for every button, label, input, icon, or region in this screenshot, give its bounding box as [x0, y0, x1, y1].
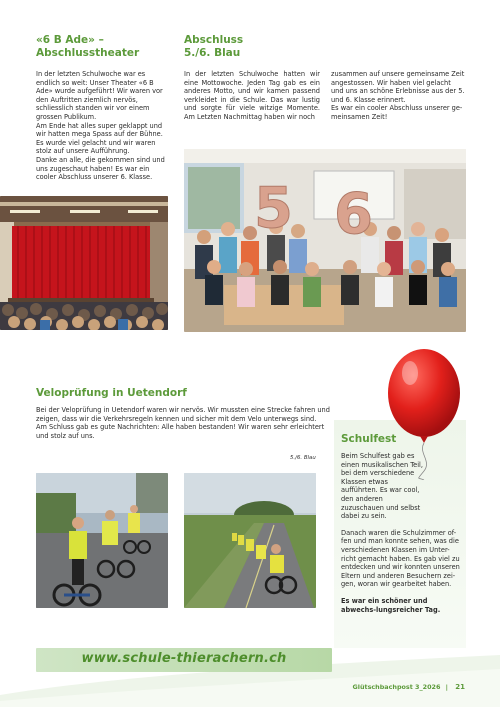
velo-text	[36, 406, 332, 440]
class-photo-illustration	[184, 149, 466, 332]
website-banner	[36, 648, 332, 672]
abschluss-text-col1: In der letzten Schulwoche hatten wir eine Mottowoche. Jeden Tag gab es ein anderes Motto, und wir kamen passend verkleidet in die Schule. Das war lustig und sorgte für viele witzige Momente. Am Letzten Nachmittag haben wir noch	[184, 70, 320, 121]
theater-paragraph-3: Danke an alle, die gekommen sind und uns zugeschaut haben! Es war ein cooler Abschluss unserer 6. Klasse.	[36, 155, 165, 182]
theater-heading-line2: Abschlusstheater	[36, 47, 140, 59]
abschluss-heading-line1: Abschluss	[184, 34, 244, 46]
velo-paragraph-1: Bei der Veloprüfung in Uetendorf waren wir nervös. Wir mussten eine Strecke fahren und zeigen, dass wir die Verkehrsregeln kennen und sicher mit dem Velo unterwegs sind.	[36, 406, 330, 423]
velo-photo-1-illustration	[36, 473, 168, 608]
abschluss-text-col2-a: zusammen auf unsere gemeinsame Zeit angestossen. Wir haben viel gelacht und uns an schöne Erlebnisse aus der 5. und 6. Klasse erinnert.	[331, 70, 465, 104]
schulfest-heading: Schulfest	[341, 433, 397, 445]
velo-signature: 5./6. Blau	[290, 455, 316, 461]
schulfest-paragraph-1: Beim Schulfest gab es einen musikalischen Teil, bei dem verschiedene Klassen etwas aufführten. Es war cool, den anderen zuzuschauen und selbst dabei zu sein.	[341, 452, 423, 521]
velo-photo-2	[184, 473, 316, 608]
website-link[interactable]: www.schule-thierachern.ch	[81, 651, 287, 666]
balloon-digit-6: 6	[334, 182, 373, 247]
abschluss-text-col2	[331, 70, 465, 122]
theater-text	[36, 70, 170, 182]
theater-paragraph-2: Am Ende hat alles super geklappt und wir hatten mega Spass auf der Bühne. Es wurde viel gelacht und wir waren stolz auf unsere Aufführung.	[36, 121, 163, 156]
class-photo	[184, 149, 466, 332]
abschluss-heading	[184, 34, 243, 60]
velo-photo-1	[36, 473, 168, 608]
theater-photo	[0, 196, 168, 330]
velo-heading: Veloprüfung in Uetendorf	[36, 387, 187, 399]
velo-photo-2-illustration	[184, 473, 316, 608]
theater-heading	[36, 34, 139, 60]
publication-name: Glütschbachpost 3_2026	[352, 683, 441, 691]
schulfest-paragraph-3: Es war ein schöner und abwechs-lungsreicher Tag.	[341, 596, 441, 614]
page-footer	[353, 683, 465, 691]
theater-stage-illustration	[0, 196, 168, 330]
schulfest-paragraph-2: Danach waren die Schulzimmer of-fen und man konnte sehen, was die verschiedenen Klassen im Unter-richt gemacht haben. Es gab viel zu entdecken und wir konnten unseren Eltern und anderen Besuchern zei-gen, woran wir gearbeitet haben.	[341, 528, 460, 589]
schulfest-text	[341, 452, 461, 614]
page-number: 21	[455, 683, 465, 691]
theater-paragraph-1: In der letzten Schulwoche war es endlich so weit: Unser Theater «6 B Ade» wurde aufgeführt! Wir waren vor den Auftritten ziemlich nervös, schliesslich standen wir vor einem grossen Publikum.	[36, 70, 163, 121]
abschluss-heading-line2: 5./6. Blau	[184, 47, 241, 59]
balloon-digit-5: 5	[254, 176, 293, 241]
theater-heading-line1: «6 B Ade» –	[36, 34, 104, 46]
footer-separator: |	[445, 683, 449, 691]
abschluss-text-col2-b: Es war ein cooler Abschluss unserer ge-meinsamen Zeit!	[331, 104, 463, 121]
velo-paragraph-2: Am Schluss gab es gute Nachrichten: Alle haben bestanden! Wir waren sehr erleichtert und stolz auf uns.	[36, 423, 325, 440]
